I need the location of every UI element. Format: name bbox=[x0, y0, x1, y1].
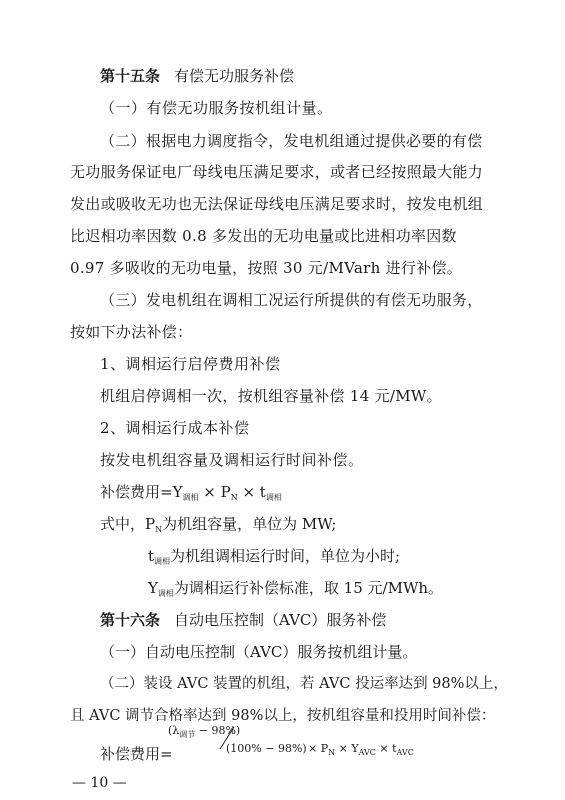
page-number: — 10 — bbox=[72, 775, 127, 791]
art16-para-2-line-1: （二）装设 AVC 装置的机组，若 AVC 投运率达到 98%以上， bbox=[100, 676, 508, 692]
article-16-number: 第十六条 bbox=[100, 611, 161, 629]
item-2-title: 2、调相运行成本补偿 bbox=[100, 419, 250, 437]
article-16-heading bbox=[100, 610, 386, 630]
art15-para-3-line-2: 按如下办法补偿： bbox=[70, 323, 193, 341]
art16-para-2-line-2: 且 AVC 调节合格率达到 98%以上，按机组容量和投用时间补偿： bbox=[70, 708, 496, 724]
art15-para-2-line-4: 比迟相功率因数 0.8 多发出的无功电量或比进相功率因数 bbox=[70, 227, 457, 245]
formula-2-prefix: 补偿费用= bbox=[100, 745, 173, 763]
art15-para-3-line-1: （三）发电机组在调相工况运行所提供的有偿无功服务， bbox=[100, 291, 483, 309]
art15-para-1: （一）有偿无功服务按机组计量。 bbox=[100, 99, 333, 117]
definition-t: $t_{调相}$为机组调相运行时间，单位为小时; bbox=[148, 547, 401, 566]
item-1-title: 1、调相运行启停费用补偿 bbox=[100, 355, 281, 373]
art16-para-1: （一）自动电压控制（AVC）服务按机组计量。 bbox=[100, 643, 418, 661]
article-15-title: 有偿无功服务补偿 bbox=[174, 67, 295, 85]
article-16-title: 自动电压控制（AVC）服务补偿 bbox=[174, 611, 387, 629]
item-2-body: 按发电机组容量及调相运行时间补偿。 bbox=[100, 451, 364, 469]
article-15-number: 第十五条 bbox=[100, 67, 161, 85]
definition-pn: 式中，$P_N$为机组容量，单位为 MW; bbox=[100, 515, 337, 534]
formula-2-tail: × $P_N \times Y_{AVC} \times t_{AVC}$ bbox=[308, 742, 414, 757]
formula-2-numerator: $(\lambda_{调节} - 98\%)$ bbox=[168, 724, 241, 739]
art15-para-2-line-5: 0.97 多吸收的无功电量，按照 30 元/MVarh 进行补偿。 bbox=[70, 259, 463, 277]
art15-para-2-line-2: 无功服务保证电厂母线电压满足要求，或者已经按照最大能力 bbox=[70, 163, 484, 181]
art15-para-2-line-1: （二）根据电力调度指令，发电机组通过提供必要的有偿 bbox=[100, 132, 483, 150]
article-15-heading bbox=[100, 66, 294, 86]
formula-1: 补偿费用$=Y_{调相} \times P_N \times t_{调相}$ bbox=[100, 483, 282, 502]
art15-para-2-line-3: 发出或吸收无功也无法保证母线电压满足要求时，按发电机组 bbox=[70, 195, 484, 213]
item-1-body: 机组启停调相一次，按机组容量补偿 14 元/MW。 bbox=[100, 387, 442, 405]
definition-y: $Y_{调相}$为调相运行补偿标准，取 15 元/MWh。 bbox=[148, 579, 444, 598]
formula-2-denominator: (100% − 98%) bbox=[226, 742, 307, 755]
